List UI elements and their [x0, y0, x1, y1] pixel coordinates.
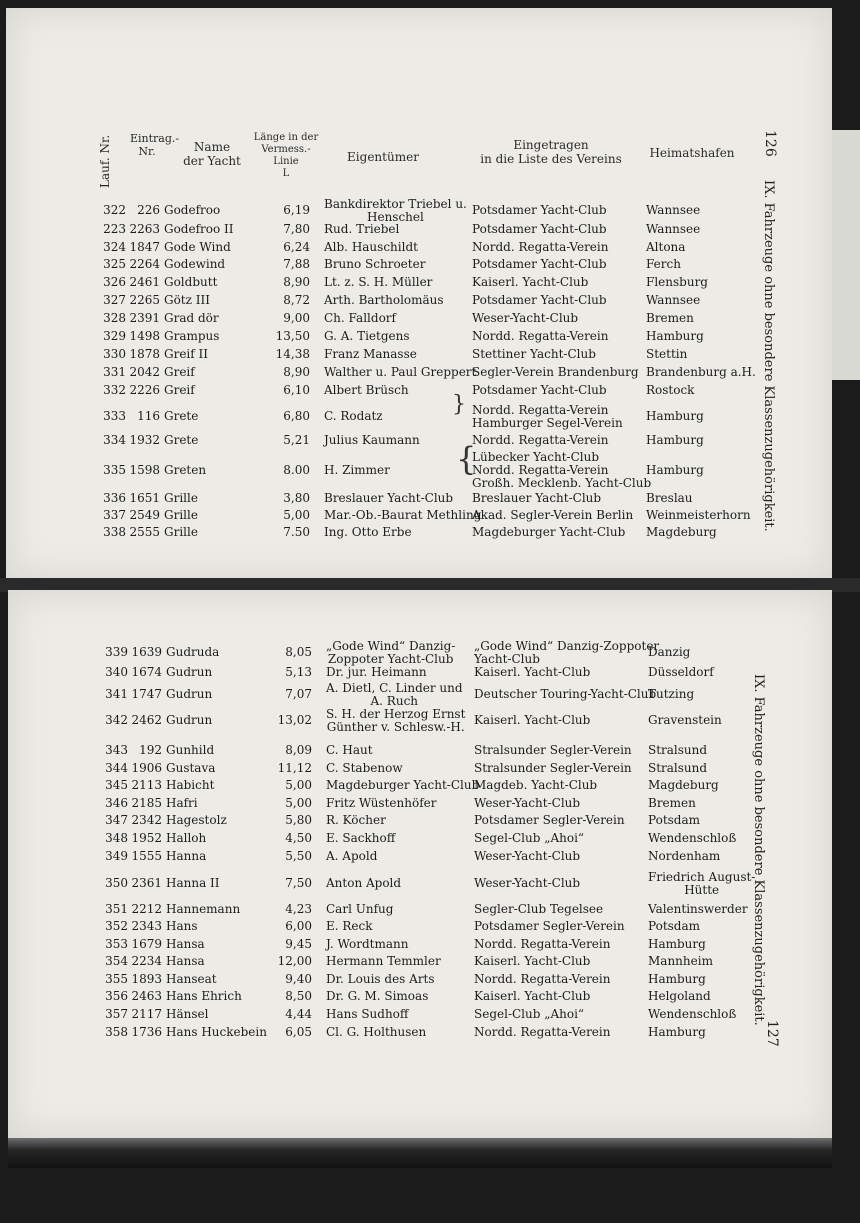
lauf-number: 345 — [105, 778, 128, 792]
length-value: 5,13 — [285, 665, 312, 679]
yacht-name: Hafri — [166, 796, 198, 810]
lauf-number: 329 — [103, 329, 126, 343]
home-port: Wendenschloß — [648, 831, 737, 845]
length-value: 5,00 — [283, 508, 310, 522]
owner-name: Lt. z. S. H. Müller — [324, 275, 433, 289]
home-port: Brandenburg a.H. — [646, 365, 756, 379]
club-registered: Kaiserl. Yacht-Club — [474, 954, 591, 968]
length-value: 6,00 — [285, 919, 312, 933]
length-value: 7,07 — [285, 687, 312, 701]
length-value: 6,24 — [283, 240, 310, 254]
yacht-name: Habicht — [166, 778, 215, 792]
club-registered: Nordd. Regatta-Verein — [474, 937, 611, 951]
yacht-name: Hanseat — [166, 972, 217, 986]
club-registered: Weser-Yacht-Club — [474, 876, 581, 890]
owner-name: C. Haut — [326, 743, 373, 757]
entry-number: 1906 — [131, 761, 162, 775]
home-port: Hamburg — [646, 329, 704, 343]
yacht-name: Hans Ehrich — [166, 989, 242, 1003]
header-owner: Eigentümer — [347, 150, 419, 164]
entry-number: 116 — [137, 409, 160, 423]
lauf-number: 339 — [105, 645, 128, 659]
yacht-name: Grille — [164, 525, 198, 539]
home-port: Weinmeisterhorn — [646, 508, 751, 522]
length-value: 6,80 — [283, 409, 310, 423]
length-value: 13,50 — [275, 329, 310, 343]
owner-name: A. Dietl, C. Linder und A. Ruch — [326, 680, 463, 708]
length-value: 5,00 — [285, 796, 312, 810]
entry-number: 1674 — [131, 665, 162, 679]
header-lauf: Lauf. Nr. — [98, 134, 112, 188]
yacht-name: Gudrun — [166, 713, 213, 727]
club-registered: Nordd. Regatta-Verein Hamburger Segel-Verein — [472, 402, 623, 430]
header-registered: Eingetragen in die Liste des Vereins — [480, 138, 622, 167]
length-value: 5,50 — [285, 849, 312, 863]
home-port: Danzig — [648, 645, 691, 659]
owner-name: C. Stabenow — [326, 761, 403, 775]
length-value: 4,44 — [285, 1007, 312, 1021]
owner-name: Fritz Wüstenhöfer — [326, 796, 437, 810]
club-registered: Potsdamer Yacht-Club — [472, 257, 607, 271]
entry-number: 1747 — [131, 687, 162, 701]
home-port: Wannsee — [646, 293, 701, 307]
owner-name: Mar.-Ob.-Baurat Methling — [324, 508, 482, 522]
length-value: 9,00 — [283, 311, 310, 325]
lauf-number: 358 — [105, 1025, 128, 1039]
length-value: 12,00 — [277, 954, 312, 968]
owner-name: Albert Brüsch — [324, 383, 409, 397]
entry-number: 1952 — [131, 831, 162, 845]
owner-name: Breslauer Yacht-Club — [324, 491, 454, 505]
home-port: Wendenschloß — [648, 1007, 737, 1021]
club-registered: „Gode Wind“ Danzig-Zoppoter Yacht-Club — [474, 638, 660, 666]
lauf-number: 351 — [105, 902, 128, 916]
yacht-name: Greif — [164, 365, 195, 379]
length-value: 8,05 — [285, 645, 312, 659]
entry-number: 1878 — [129, 347, 160, 361]
lauf-number: 344 — [105, 761, 128, 775]
club-registered: Segel-Club „Ahoi“ — [474, 1007, 585, 1021]
owner-name: Bruno Schroeter — [324, 257, 426, 271]
lauf-number: 325 — [103, 257, 126, 271]
lauf-number: 354 — [105, 954, 128, 968]
club-registered: Potsdamer Segler-Verein — [474, 813, 625, 827]
home-port: Wannsee — [646, 222, 701, 236]
entry-number: 1847 — [129, 240, 160, 254]
lauf-number: 332 — [103, 383, 126, 397]
club-registered: Nordd. Regatta-Verein — [474, 1025, 611, 1039]
owner-name: Franz Manasse — [324, 347, 417, 361]
lauf-number: 223 — [103, 222, 126, 236]
length-value: 7,88 — [283, 257, 310, 271]
club-registered: Deutscher Touring-Yacht-Club — [474, 687, 657, 701]
home-port: Breslau — [646, 491, 693, 505]
lauf-number: 337 — [103, 508, 126, 522]
brace-333: } — [452, 392, 466, 417]
entry-number: 2212 — [131, 902, 162, 916]
club-registered: Stralsunder Segler-Verein — [474, 761, 632, 775]
length-value: 8,50 — [285, 989, 312, 1003]
entry-number: 1498 — [129, 329, 160, 343]
home-port: Ferch — [646, 257, 681, 271]
club-registered: Nordd. Regatta-Verein — [474, 972, 611, 986]
entry-number: 2117 — [131, 1007, 162, 1021]
page-number-126: 126 — [762, 130, 778, 157]
lauf-number: 352 — [105, 919, 128, 933]
page-127 — [8, 590, 832, 1138]
length-value: 4,23 — [285, 902, 312, 916]
yacht-name: Hänsel — [166, 1007, 209, 1021]
lauf-number: 330 — [103, 347, 126, 361]
yacht-name: Goldbutt — [164, 275, 218, 289]
entry-number: 1555 — [131, 849, 162, 863]
home-port: Flensburg — [646, 275, 708, 289]
club-registered: Akad. Segler-Verein Berlin — [472, 508, 634, 522]
club-registered: Breslauer Yacht-Club — [472, 491, 602, 505]
yacht-name: Hagestolz — [166, 813, 227, 827]
yacht-name: Gudrun — [166, 665, 213, 679]
club-registered: Kaiserl. Yacht-Club — [472, 275, 589, 289]
owner-name: Anton Apold — [326, 876, 402, 890]
club-registered: Nordd. Regatta-Verein — [472, 329, 609, 343]
home-port: Hamburg — [648, 937, 706, 951]
entry-number: 2361 — [131, 876, 162, 890]
lauf-number: 326 — [103, 275, 126, 289]
home-port: Potsdam — [648, 919, 701, 933]
club-registered: Nordd. Regatta-Verein — [472, 240, 609, 254]
length-value: 8,90 — [283, 275, 310, 289]
page-edge-shadow — [8, 1138, 832, 1168]
entry-number: 2549 — [129, 508, 160, 522]
yacht-name: Götz III — [164, 293, 210, 307]
header-length: Länge in der Vermess.- Linie L — [253, 132, 319, 179]
yacht-name: Grampus — [164, 329, 220, 343]
yacht-name: Grille — [164, 491, 198, 505]
owner-name: H. Zimmer — [324, 463, 390, 477]
lauf-number: 322 — [103, 203, 126, 217]
yacht-name: Hans Huckebein — [166, 1025, 267, 1039]
club-registered: Magdeb. Yacht-Club — [474, 778, 598, 792]
owner-name: Hans Sudhoff — [326, 1007, 409, 1021]
entry-number: 2462 — [131, 713, 162, 727]
length-value: 8,72 — [283, 293, 310, 307]
owner-name: S. H. der Herzog Ernst Günther v. Schlesw.-H. — [326, 706, 466, 734]
home-port: Stralsund — [648, 761, 708, 775]
lauf-number: 333 — [103, 409, 126, 423]
home-port: Bremen — [646, 311, 694, 325]
brace-335: { — [456, 440, 477, 478]
lauf-number: 346 — [105, 796, 128, 810]
length-value: 7.50 — [283, 525, 310, 539]
header-name: Name der Yacht — [183, 140, 241, 169]
home-port: Hamburg — [648, 1025, 706, 1039]
entry-number: 226 — [137, 203, 160, 217]
entry-number: 2555 — [129, 525, 160, 539]
home-port: Magdeburg — [646, 525, 717, 539]
owner-name: E. Reck — [326, 919, 373, 933]
yacht-name: Grad dör — [164, 311, 219, 325]
club-registered: Kaiserl. Yacht-Club — [474, 713, 591, 727]
owner-name: Dr. G. M. Simoas — [326, 989, 429, 1003]
owner-name: Magdeburger Yacht-Club — [326, 778, 480, 792]
length-value: 6,05 — [285, 1025, 312, 1039]
club-registered: Segler-Club Tegelsee — [474, 902, 604, 916]
entry-number: 192 — [139, 743, 162, 757]
owner-name: C. Rodatz — [324, 409, 383, 423]
club-registered: Segel-Club „Ahoi“ — [474, 831, 585, 845]
owner-name: Cl. G. Holthusen — [326, 1025, 427, 1039]
yacht-name: Grille — [164, 508, 198, 522]
yacht-name: Godewind — [164, 257, 226, 271]
owner-name: G. A. Tietgens — [324, 329, 410, 343]
club-registered: Potsdamer Yacht-Club — [472, 203, 607, 217]
lauf-number: 343 — [105, 743, 128, 757]
owner-name: E. Sackhoff — [326, 831, 396, 845]
length-value: 4,50 — [285, 831, 312, 845]
lauf-number: 331 — [103, 365, 126, 379]
page-126 — [6, 8, 832, 580]
length-value: 8,09 — [285, 743, 312, 757]
owner-name: Alb. Hauschildt — [324, 240, 418, 254]
section-title-top: IX. Fahrzeuge ohne besondere Klassenzugehörigkeit. — [761, 180, 776, 532]
home-port: Stettin — [646, 347, 688, 361]
yacht-name: Hansa — [166, 937, 205, 951]
lauf-number: 349 — [105, 849, 128, 863]
yacht-name: Hanna — [166, 849, 207, 863]
yacht-name: Hanna II — [166, 876, 220, 890]
yacht-name: Grete — [164, 409, 199, 423]
entry-number: 2343 — [131, 919, 162, 933]
owner-name: Dr. jur. Heimann — [326, 665, 427, 679]
length-value: 5,80 — [285, 813, 312, 827]
yacht-name: Grete — [164, 433, 199, 447]
owner-name: Ing. Otto Erbe — [324, 525, 412, 539]
yacht-name: Gustava — [166, 761, 216, 775]
lauf-number: 328 — [103, 311, 126, 325]
club-registered: Weser-Yacht-Club — [474, 849, 581, 863]
entry-number: 1598 — [129, 463, 160, 477]
owner-name: J. Wordtmann — [326, 937, 409, 951]
length-value: 3,80 — [283, 491, 310, 505]
entry-number: 2461 — [129, 275, 160, 289]
adjacent-page-edge — [832, 130, 860, 380]
owner-name: A. Apold — [326, 849, 378, 863]
owner-name: Rud. Triebel — [324, 222, 400, 236]
lauf-number: 342 — [105, 713, 128, 727]
length-value: 8,90 — [283, 365, 310, 379]
length-value: 11,12 — [277, 761, 312, 775]
entry-number: 2226 — [129, 383, 160, 397]
owner-name: Ch. Falldorf — [324, 311, 396, 325]
entry-number: 2463 — [131, 989, 162, 1003]
owner-name: Julius Kaumann — [324, 433, 420, 447]
lauf-number: 340 — [105, 665, 128, 679]
entry-number: 2185 — [131, 796, 162, 810]
entry-number: 2042 — [129, 365, 160, 379]
club-registered: Stralsunder Segler-Verein — [474, 743, 632, 757]
lauf-number: 348 — [105, 831, 128, 845]
club-registered: Lübecker Yacht-Club Nordd. Regatta-Verein Großh. Mecklenb. Yacht-Club — [472, 450, 652, 490]
lauf-number: 356 — [105, 989, 128, 1003]
length-value: 7,80 — [283, 222, 310, 236]
entry-number: 1932 — [129, 433, 160, 447]
entry-number: 1639 — [131, 645, 162, 659]
yacht-name: Halloh — [166, 831, 207, 845]
yacht-name: Greten — [164, 463, 207, 477]
yacht-name: Gunhild — [166, 743, 215, 757]
home-port: Friedrich August- Hütte — [648, 869, 756, 897]
owner-name: Walther u. Paul Greppert — [324, 365, 477, 379]
page-number-127: 127 — [764, 1020, 780, 1047]
club-registered: Kaiserl. Yacht-Club — [474, 989, 591, 1003]
owner-name: Carl Unfug — [326, 902, 394, 916]
entry-number: 2264 — [129, 257, 160, 271]
section-title-bottom: IX. Fahrzeuge ohne besondere Klassenzugehörigkeit. — [751, 674, 766, 1026]
home-port: Hamburg — [646, 433, 704, 447]
yacht-name: Gode Wind — [164, 240, 231, 254]
yacht-name: Greif — [164, 383, 195, 397]
yacht-name: Gudruda — [166, 645, 220, 659]
home-port: Mannheim — [648, 954, 713, 968]
lauf-number: 338 — [103, 525, 126, 539]
owner-name: R. Köcher — [326, 813, 386, 827]
yacht-name: Hannemann — [166, 902, 241, 916]
yacht-name: Gudrun — [166, 687, 213, 701]
lauf-number: 335 — [103, 463, 126, 477]
lauf-number: 355 — [105, 972, 128, 986]
entry-number: 2391 — [129, 311, 160, 325]
entry-number: 1736 — [131, 1025, 162, 1039]
club-registered: Potsdamer Segler-Verein — [474, 919, 625, 933]
home-port: Tutzing — [648, 687, 695, 701]
length-value: 8.00 — [283, 463, 310, 477]
yacht-name: Godefroo — [164, 203, 221, 217]
home-port: Stralsund — [648, 743, 708, 757]
header-eintrag: Eintrag.- Nr. — [130, 132, 180, 159]
home-port: Potsdam — [648, 813, 701, 827]
entry-number: 1651 — [129, 491, 160, 505]
owner-name: Dr. Louis des Arts — [326, 972, 435, 986]
entry-number: 1679 — [131, 937, 162, 951]
home-port: Hamburg — [648, 972, 706, 986]
club-registered: Weser-Yacht-Club — [472, 311, 579, 325]
home-port: Helgoland — [648, 989, 711, 1003]
lauf-number: 324 — [103, 240, 126, 254]
length-value: 7,50 — [285, 876, 312, 890]
home-port: Magdeburg — [648, 778, 719, 792]
length-value: 5,21 — [283, 433, 310, 447]
club-registered: Weser-Yacht-Club — [474, 796, 581, 810]
club-registered: Magdeburger Yacht-Club — [472, 525, 626, 539]
lauf-number: 357 — [105, 1007, 128, 1021]
entry-number: 2113 — [131, 778, 162, 792]
club-registered: Kaiserl. Yacht-Club — [474, 665, 591, 679]
home-port: Wannsee — [646, 203, 701, 217]
lauf-number: 341 — [105, 687, 128, 701]
club-registered: Stettiner Yacht-Club — [472, 347, 596, 361]
entry-number: 2234 — [131, 954, 162, 968]
home-port: Nordenham — [648, 849, 721, 863]
length-value: 13,02 — [277, 713, 312, 727]
lauf-number: 336 — [103, 491, 126, 505]
home-port: Hamburg — [646, 463, 704, 477]
club-registered: Potsdamer Yacht-Club — [472, 293, 607, 307]
length-value: 6,19 — [283, 203, 310, 217]
yacht-name: Greif II — [164, 347, 208, 361]
owner-name: Bankdirektor Triebel u. Henschel — [324, 196, 467, 224]
home-port: Bremen — [648, 796, 696, 810]
club-registered: Nordd. Regatta-Verein — [472, 433, 609, 447]
length-value: 5,00 — [285, 778, 312, 792]
entry-number: 2265 — [129, 293, 160, 307]
length-value: 14,38 — [275, 347, 310, 361]
lauf-number: 327 — [103, 293, 126, 307]
lauf-number: 350 — [105, 876, 128, 890]
home-port: Hamburg — [646, 409, 704, 423]
club-registered: Potsdamer Yacht-Club — [472, 383, 607, 397]
owner-name: Hermann Temmler — [326, 954, 441, 968]
owner-name: Arth. Bartholomäus — [324, 293, 444, 307]
yacht-name: Hansa — [166, 954, 205, 968]
lauf-number: 353 — [105, 937, 128, 951]
lauf-number: 334 — [103, 433, 126, 447]
club-registered: Segler-Verein Brandenburg — [472, 365, 639, 379]
home-port: Düsseldorf — [648, 665, 714, 679]
header-homeport: Heimatshafen — [649, 146, 735, 160]
entry-number: 2263 — [129, 222, 160, 236]
home-port: Gravenstein — [648, 713, 722, 727]
entry-number: 1893 — [131, 972, 162, 986]
length-value: 9,45 — [285, 937, 312, 951]
owner-name: „Gode Wind“ Danzig- Zoppoter Yacht-Club — [326, 638, 456, 666]
home-port: Altona — [646, 240, 686, 254]
home-port: Valentinswerder — [648, 902, 748, 916]
yacht-name: Hans — [166, 919, 198, 933]
length-value: 9,40 — [285, 972, 312, 986]
home-port: Rostock — [646, 383, 695, 397]
entry-number: 2342 — [131, 813, 162, 827]
club-registered: Potsdamer Yacht-Club — [472, 222, 607, 236]
length-value: 6,10 — [283, 383, 310, 397]
yacht-name: Godefroo II — [164, 222, 234, 236]
lauf-number: 347 — [105, 813, 128, 827]
